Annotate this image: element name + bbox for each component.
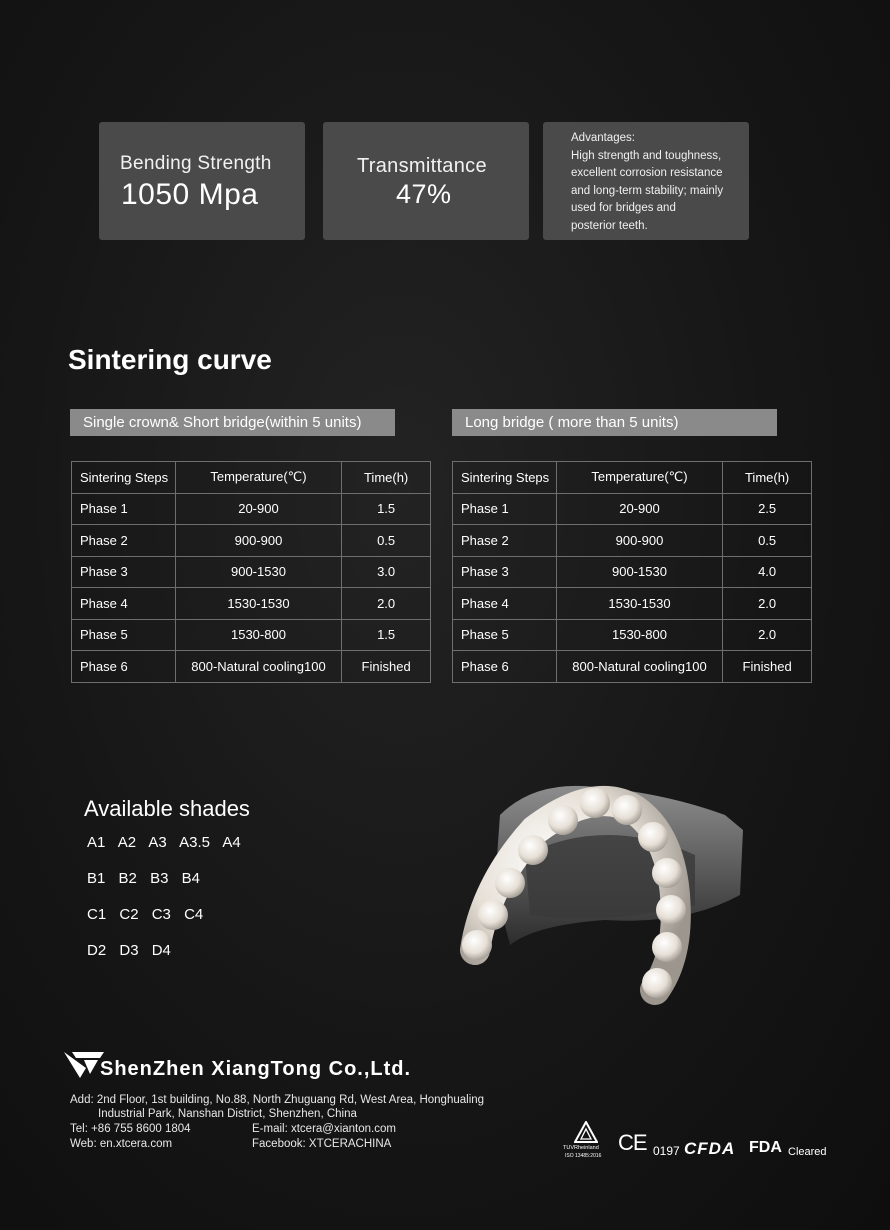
phase-cell: Phase 5 bbox=[453, 619, 557, 651]
email[interactable]: E-mail: xtcera@xianton.com bbox=[252, 1123, 396, 1135]
shade-row-c bbox=[87, 906, 212, 923]
table-row bbox=[453, 619, 812, 651]
advantages-line: and long-term stability; mainly bbox=[571, 184, 724, 197]
long-bridge-label: Long bridge ( more than 5 units) bbox=[452, 409, 777, 436]
temperature-cell: 20-900 bbox=[175, 493, 342, 525]
ce-number: 0197 bbox=[653, 1144, 680, 1158]
temperature-cell: 1530-800 bbox=[175, 619, 342, 651]
temperature-cell: 20-900 bbox=[556, 493, 723, 525]
shade-item: C1 bbox=[87, 906, 107, 923]
table-row bbox=[453, 556, 812, 588]
header-time: Time(h) bbox=[342, 462, 431, 494]
address-line-1: Add: 2nd Floor, 1st building, No.88, North Zhuguang Rd, West Area, Honghualing bbox=[70, 1094, 485, 1106]
temperature-cell: 800-Natural cooling100 bbox=[556, 651, 723, 683]
table-row bbox=[72, 619, 431, 651]
shade-item: A3.5 bbox=[179, 834, 210, 851]
phase-cell: Phase 6 bbox=[453, 651, 557, 683]
table-row bbox=[453, 525, 812, 557]
phase-cell: Phase 3 bbox=[453, 556, 557, 588]
advantages-line: posterior teeth. bbox=[571, 219, 648, 232]
shade-item: B1 bbox=[87, 870, 106, 887]
temperature-cell: 1530-1530 bbox=[556, 588, 723, 620]
company-logo-icon bbox=[64, 1050, 104, 1080]
shade-item: D4 bbox=[151, 942, 171, 959]
table-row bbox=[72, 651, 431, 683]
tuv-triangle-icon bbox=[574, 1121, 598, 1143]
header-steps: Sintering Steps bbox=[72, 462, 176, 494]
sintering-table-single bbox=[71, 461, 431, 683]
time-cell: 0.5 bbox=[723, 525, 812, 557]
shade-item: A4 bbox=[222, 834, 241, 851]
table-row bbox=[72, 493, 431, 525]
table-header-row bbox=[72, 462, 431, 494]
advantages-text bbox=[543, 122, 749, 236]
phase-cell: Phase 1 bbox=[453, 493, 557, 525]
phase-cell: Phase 5 bbox=[72, 619, 176, 651]
bending-strength-label: Bending Strength bbox=[120, 153, 272, 174]
table-row bbox=[453, 651, 812, 683]
temperature-cell: 900-900 bbox=[175, 525, 342, 557]
shade-row-d bbox=[87, 942, 180, 959]
header-steps: Sintering Steps bbox=[453, 462, 557, 494]
facebook[interactable]: Facebook: XTCERACHINA bbox=[252, 1138, 392, 1150]
shade-item: D2 bbox=[87, 942, 107, 959]
bending-strength-value: 1050 Mpa bbox=[121, 178, 259, 211]
fda-cleared: Cleared bbox=[788, 1146, 827, 1158]
telephone: Tel: +86 755 8600 1804 bbox=[70, 1123, 191, 1135]
shades-title: Available shades bbox=[84, 796, 250, 821]
tuv-iso: ISO 13485:2016 bbox=[565, 1153, 602, 1159]
bending-strength-card bbox=[99, 122, 305, 240]
shade-item: D3 bbox=[119, 942, 139, 959]
time-cell: 2.5 bbox=[723, 493, 812, 525]
phase-cell: Phase 4 bbox=[72, 588, 176, 620]
fda-mark: FDA bbox=[749, 1139, 782, 1156]
advantages-card bbox=[543, 122, 749, 240]
phase-cell: Phase 2 bbox=[453, 525, 557, 557]
shade-row-a bbox=[87, 834, 250, 851]
time-cell: 3.0 bbox=[342, 556, 431, 588]
single-crown-label: Single crown& Short bridge(within 5 units) bbox=[70, 409, 395, 436]
time-cell: 2.0 bbox=[342, 588, 431, 620]
time-cell: Finished bbox=[723, 651, 812, 683]
advantages-title: Advantages: bbox=[571, 132, 635, 144]
phase-cell: Phase 3 bbox=[72, 556, 176, 588]
table-header-row bbox=[453, 462, 812, 494]
shade-item: C4 bbox=[184, 906, 204, 923]
time-cell: 1.5 bbox=[342, 493, 431, 525]
time-cell: 4.0 bbox=[723, 556, 812, 588]
time-cell: 2.0 bbox=[723, 619, 812, 651]
temperature-cell: 900-900 bbox=[556, 525, 723, 557]
shade-item: B3 bbox=[150, 870, 169, 887]
website[interactable]: Web: en.xtcera.com bbox=[70, 1138, 173, 1150]
table-row bbox=[453, 588, 812, 620]
sintering-table-long bbox=[452, 461, 812, 683]
temperature-cell: 900-1530 bbox=[556, 556, 723, 588]
shade-row-b bbox=[87, 870, 209, 887]
time-cell: 2.0 bbox=[723, 588, 812, 620]
phase-cell: Phase 4 bbox=[453, 588, 557, 620]
table-row bbox=[453, 493, 812, 525]
header-time: Time(h) bbox=[723, 462, 812, 494]
phase-cell: Phase 6 bbox=[72, 651, 176, 683]
shade-item: C2 bbox=[119, 906, 139, 923]
transmittance-label: Transmittance bbox=[357, 155, 487, 177]
header-temperature: Temperature(℃) bbox=[175, 462, 342, 494]
time-cell: 0.5 bbox=[342, 525, 431, 557]
shade-item: B4 bbox=[181, 870, 200, 887]
company-name: ShenZhen XiangTong Co.,Ltd. bbox=[100, 1058, 412, 1080]
time-cell: 1.5 bbox=[342, 619, 431, 651]
temperature-cell: 800-Natural cooling100 bbox=[175, 651, 342, 683]
advantages-line: High strength and toughness, bbox=[571, 149, 722, 162]
transmittance-card bbox=[323, 122, 529, 240]
ce-mark: CE bbox=[618, 1130, 647, 1155]
table-row bbox=[72, 588, 431, 620]
header-temperature: Temperature(℃) bbox=[556, 462, 723, 494]
advantages-line: excellent corrosion resistance bbox=[571, 167, 723, 180]
dental-bridge-image bbox=[455, 775, 755, 1015]
transmittance-value: 47% bbox=[396, 179, 452, 209]
temperature-cell: 1530-1530 bbox=[175, 588, 342, 620]
temperature-cell: 900-1530 bbox=[175, 556, 342, 588]
address-line-2: Industrial Park, Nanshan District, Shenzhen, China bbox=[98, 1108, 357, 1120]
phase-cell: Phase 2 bbox=[72, 525, 176, 557]
tuv-name: TUVRheinland bbox=[563, 1145, 599, 1151]
time-cell: Finished bbox=[342, 651, 431, 683]
sintering-title: Sintering curve bbox=[68, 344, 272, 375]
shade-item: C3 bbox=[151, 906, 171, 923]
table-row bbox=[72, 525, 431, 557]
shade-item: A2 bbox=[117, 834, 137, 851]
phase-cell: Phase 1 bbox=[72, 493, 176, 525]
shade-item: A1 bbox=[87, 834, 106, 851]
table-row bbox=[72, 556, 431, 588]
shade-item: B2 bbox=[118, 870, 137, 887]
temperature-cell: 1530-800 bbox=[556, 619, 723, 651]
shade-item: A3 bbox=[148, 834, 167, 851]
advantages-line: used for bridges and bbox=[571, 202, 676, 215]
cfda-mark: CFDA bbox=[684, 1139, 736, 1158]
